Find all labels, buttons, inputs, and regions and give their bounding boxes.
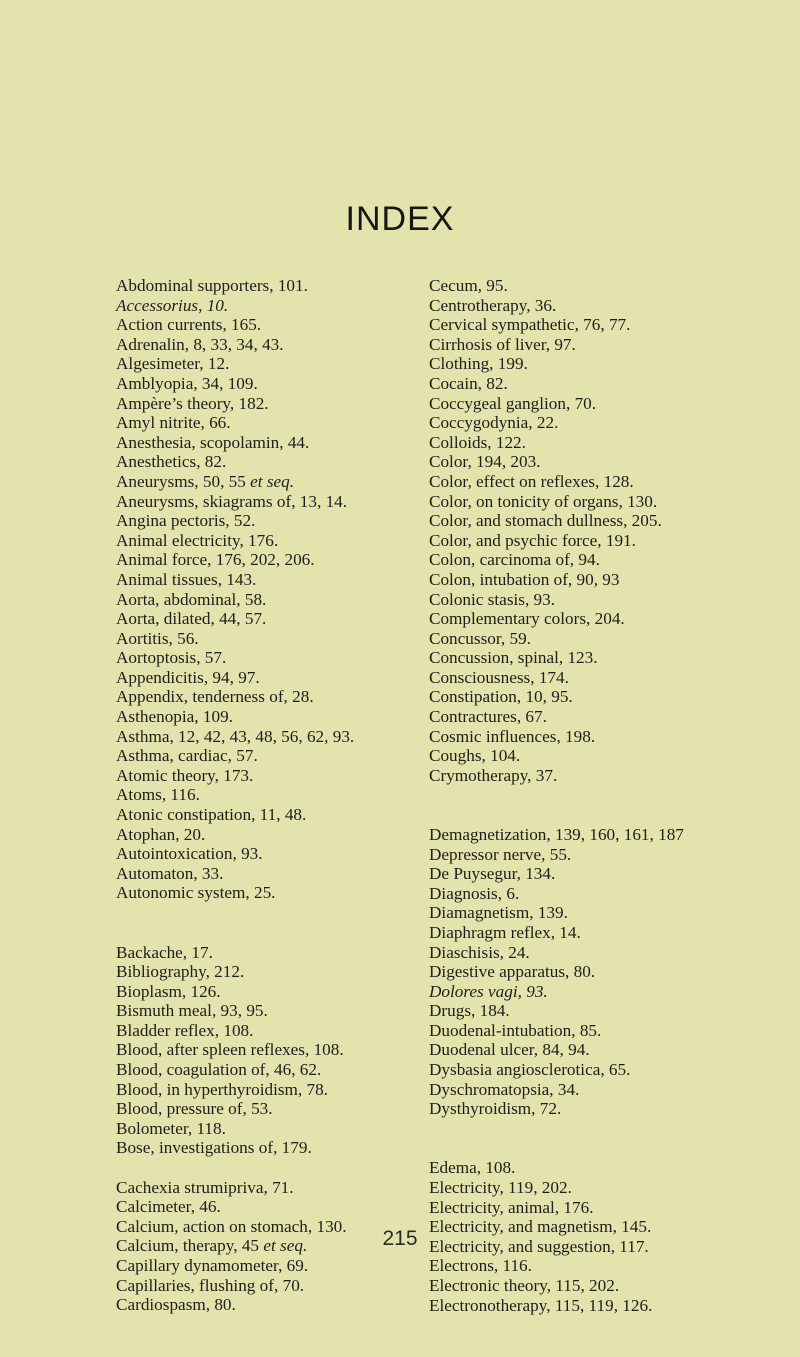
index-entry-text: Amblyopia, 34, 109. xyxy=(116,373,258,393)
index-entry-text: Centrotherapy, 36. xyxy=(429,295,557,315)
index-entry xyxy=(429,472,794,492)
index-entry-text: Aortoptosis, 57. xyxy=(116,648,227,668)
index-entry xyxy=(116,962,416,982)
index-entry xyxy=(429,452,794,472)
index-entry xyxy=(429,609,794,629)
index-entry xyxy=(429,1099,794,1119)
index-entry-text: Bolometer, 118. xyxy=(116,1118,226,1138)
index-entry xyxy=(116,354,416,374)
index-entry xyxy=(116,727,416,747)
index-entry-text: Diamagnetism, 139. xyxy=(429,903,568,923)
index-entry xyxy=(429,982,794,1002)
index-entry xyxy=(429,746,794,766)
section-gap xyxy=(116,903,416,943)
index-entry-text: Anesthesia, scopolamin, 44. xyxy=(116,432,310,452)
index-entry-text: Bismuth meal, 93, 95. xyxy=(116,1001,268,1021)
index-entry-text: Edema, 108. xyxy=(429,1158,516,1178)
index-entry xyxy=(116,825,416,845)
index-entry-text: Amyl nitrite, 66. xyxy=(116,413,231,433)
index-entry xyxy=(116,433,416,453)
index-entry xyxy=(429,1060,794,1080)
index-entry xyxy=(116,1197,416,1217)
index-entry-text: Electronotherapy, 115, 119, 126. xyxy=(429,1295,653,1315)
index-entry xyxy=(116,550,416,570)
index-entry xyxy=(429,864,794,884)
index-entry-text: Blood, coagulation of, 46, 62. xyxy=(116,1060,322,1080)
index-entry-text: Electricity, and magnetism, 145. xyxy=(429,1217,652,1237)
index-entry xyxy=(116,1295,416,1315)
index-entry-text: Coughs, 104. xyxy=(429,746,521,766)
index-entry xyxy=(116,687,416,707)
index-entry-text: Calcimeter, 46. xyxy=(116,1197,221,1217)
section-gap xyxy=(429,1119,794,1159)
index-entry xyxy=(116,883,416,903)
index-entry-text: Animal force, 176, 202, 206. xyxy=(116,550,315,570)
index-entry xyxy=(429,1256,794,1276)
index-entry xyxy=(429,648,794,668)
index-entry xyxy=(429,511,794,531)
section-gap xyxy=(116,1158,416,1178)
index-entry-text: Calcium, action on stomach, 130. xyxy=(116,1216,347,1236)
index-entry-text: Coccygodynia, 22. xyxy=(429,413,559,433)
index-entry xyxy=(116,785,416,805)
index-entry-text: Demagnetization, 139, 160, 161, 187 xyxy=(429,824,684,844)
index-entry xyxy=(429,590,794,610)
index-entry-text: Constipation, 10, 95. xyxy=(429,687,573,707)
index-entry xyxy=(429,668,794,688)
index-entry xyxy=(116,746,416,766)
index-entry xyxy=(429,687,794,707)
index-entry-text: Color, effect on reflexes, 128. xyxy=(429,471,634,491)
index-entry-text: Blood, after spleen reflexes, 108. xyxy=(116,1040,344,1060)
index-entry-text: Clothing, 199. xyxy=(429,354,528,374)
index-entry-text: De Puysegur, 134. xyxy=(429,864,556,884)
index-entry-text: Action currents, 165. xyxy=(116,315,262,335)
index-entry xyxy=(116,394,416,414)
index-entry xyxy=(429,296,794,316)
index-entry xyxy=(116,1256,416,1276)
index-entry xyxy=(429,354,794,374)
index-entry-text: Electricity, and suggestion, 117. xyxy=(429,1236,649,1256)
index-entry xyxy=(429,1198,794,1218)
index-entry xyxy=(116,1001,416,1021)
index-entry xyxy=(429,492,794,512)
index-entry xyxy=(429,1021,794,1041)
index-entry-text: Autonomic system, 25. xyxy=(116,883,276,903)
index-entry-text: Anesthetics, 82. xyxy=(116,452,227,472)
index-entry-text: Dysbasia angiosclerotica, 65. xyxy=(429,1060,631,1080)
index-entry-text: Autointoxication, 93. xyxy=(116,844,263,864)
index-column-left xyxy=(116,276,416,1315)
index-entry xyxy=(116,668,416,688)
index-entry-text: Electrons, 116. xyxy=(429,1256,532,1276)
index-entry xyxy=(429,1276,794,1296)
index-column-right xyxy=(429,276,794,1315)
index-entry xyxy=(429,943,794,963)
index-entry xyxy=(429,727,794,747)
index-entry xyxy=(429,1040,794,1060)
index-entry-text: Cervical sympathetic, 76, 77. xyxy=(429,315,631,335)
index-entry-text: Coccygeal ganglion, 70. xyxy=(429,393,597,413)
index-entry-text: Colloids, 122. xyxy=(429,432,526,452)
index-entry xyxy=(116,570,416,590)
index-entry-text: Colonic stasis, 93. xyxy=(429,589,556,609)
index-entry xyxy=(116,943,416,963)
index-entry xyxy=(116,315,416,335)
index-entry xyxy=(116,472,416,492)
index-entry xyxy=(116,1080,416,1100)
index-entry-text: Aorta, dilated, 44, 57. xyxy=(116,609,267,629)
index-entry-text: Diagnosis, 6. xyxy=(429,883,520,903)
index-entry xyxy=(429,315,794,335)
index-entry xyxy=(429,394,794,414)
index-entry-text: Blood, pressure of, 53. xyxy=(116,1099,273,1119)
index-entry-text: Atomic theory, 173. xyxy=(116,765,254,785)
index-entry xyxy=(116,1021,416,1041)
index-entry-text: Duodenal-intubation, 85. xyxy=(429,1020,602,1040)
index-entry xyxy=(116,1276,416,1296)
index-entry-text: Calcium, therapy, 45 xyxy=(116,1236,264,1256)
index-entry-text: Colon, carcinoma of, 94. xyxy=(429,550,600,570)
index-entry-text: Concussion, spinal, 123. xyxy=(429,648,598,668)
index-entry-text: Color, 194, 203. xyxy=(429,452,541,472)
index-entry-text: Abdominal supporters, 101. xyxy=(116,276,308,295)
index-entry xyxy=(116,1119,416,1139)
index-entry xyxy=(116,864,416,884)
index-entry-text: Atophan, 20. xyxy=(116,824,206,844)
page-title: INDEX xyxy=(345,200,455,238)
index-entry xyxy=(116,1099,416,1119)
index-entry-text: Bose, investigations of, 179. xyxy=(116,1138,312,1158)
index-entry-text: Blood, in hyperthyroidism, 78. xyxy=(116,1079,328,1099)
index-entry xyxy=(116,413,416,433)
index-entry xyxy=(429,884,794,904)
section-gap xyxy=(429,785,794,825)
index-entry-italic-suffix: et seq. xyxy=(263,1236,308,1256)
index-entry-text: Appendix, tenderness of, 28. xyxy=(116,687,314,707)
index-entry xyxy=(429,1158,794,1178)
index-entry xyxy=(429,1001,794,1021)
index-entry xyxy=(116,1178,416,1198)
index-entry xyxy=(116,452,416,472)
index-entry xyxy=(429,1080,794,1100)
index-entry-text: Contractures, 67. xyxy=(429,707,547,727)
index-entry-text: Animal electricity, 176. xyxy=(116,530,279,550)
index-entry-text: Aneurysms, skiagrams of, 13, 14. xyxy=(116,491,348,511)
index-entry xyxy=(116,766,416,786)
index-entry-text: Color, and stomach dullness, 205. xyxy=(429,511,662,531)
index-entry-text: Aorta, abdominal, 58. xyxy=(116,589,267,609)
index-entry-text: Crymotherapy, 37. xyxy=(429,765,558,785)
index-entry xyxy=(429,923,794,943)
index-entry-text: Consciousness, 174. xyxy=(429,667,569,687)
index-entry-text: Cocain, 82. xyxy=(429,373,508,393)
index-entry-text: Color, and psychic force, 191. xyxy=(429,530,636,550)
index-entry xyxy=(116,707,416,727)
index-entry-text: Diaschisis, 24. xyxy=(429,942,530,962)
index-entry xyxy=(429,629,794,649)
index-entry xyxy=(116,629,416,649)
index-entry-text: Colon, intubation of, 90, 93 xyxy=(429,569,620,589)
index-entry xyxy=(116,982,416,1002)
index-entry-text: Animal tissues, 143. xyxy=(116,569,257,589)
index-entry xyxy=(429,1178,794,1198)
index-entry xyxy=(429,433,794,453)
index-entry xyxy=(429,413,794,433)
index-entry-text: Cardiospasm, 80. xyxy=(116,1295,236,1315)
index-entry-text: Electricity, animal, 176. xyxy=(429,1197,594,1217)
index-entry-text: Atonic constipation, 11, 48. xyxy=(116,805,307,825)
index-entry-text: Bioplasm, 126. xyxy=(116,981,221,1001)
index-entry-text: Ampère’s theory, 182. xyxy=(116,393,269,413)
index-entry-text: Asthma, cardiac, 57. xyxy=(116,746,258,766)
index-entry xyxy=(429,962,794,982)
index-entry-text: Cosmic influences, 198. xyxy=(429,726,596,746)
index-entry xyxy=(116,590,416,610)
index-entry-text: Algesimeter, 12. xyxy=(116,354,230,374)
index-entry-text: Cirrhosis of liver, 97. xyxy=(429,334,576,354)
index-entry-italic-suffix: et seq. xyxy=(250,471,295,491)
index-entry-text: Dysthyroidism, 72. xyxy=(429,1099,562,1119)
index-entry-text: Concussor, 59. xyxy=(429,628,531,648)
index-entry xyxy=(116,1040,416,1060)
index-entry-text: Angina pectoris, 52. xyxy=(116,511,256,531)
index-entry-text: Cecum, 95. xyxy=(429,276,508,295)
index-entry xyxy=(429,707,794,727)
index-entry xyxy=(116,276,416,296)
index-entry xyxy=(116,335,416,355)
index-entry-text: Aneurysms, 50, 55 xyxy=(116,471,251,491)
index-entry-text: Bladder reflex, 108. xyxy=(116,1020,254,1040)
index-entry xyxy=(429,531,794,551)
index-entry xyxy=(116,844,416,864)
index-entry xyxy=(429,825,794,845)
index-entry xyxy=(429,335,794,355)
index-entry xyxy=(116,296,416,316)
index-entry-text: Dyschromatopsia, 34. xyxy=(429,1079,580,1099)
index-entry-text: Backache, 17. xyxy=(116,942,213,962)
index-entry-text: Capillaries, flushing of, 70. xyxy=(116,1275,305,1295)
index-entry-text: Digestive apparatus, 80. xyxy=(429,962,596,982)
index-entry-text: Atoms, 116. xyxy=(116,785,200,805)
index-entry-text: Drugs, 184. xyxy=(429,1001,510,1021)
index-entry-text: Dolores vagi, 93. xyxy=(429,981,548,1001)
index-entry-text: Electronic theory, 115, 202. xyxy=(429,1275,620,1295)
index-entry xyxy=(116,531,416,551)
index-entry-text: Depressor nerve, 55. xyxy=(429,844,572,864)
index-entry xyxy=(429,845,794,865)
index-entry-text: Asthenopia, 109. xyxy=(116,707,233,727)
index-entry-text: Adrenalin, 8, 33, 34, 43. xyxy=(116,334,284,354)
index-entry xyxy=(116,511,416,531)
index-entry-text: Automaton, 33. xyxy=(116,863,224,883)
index-entry-text: Bibliography, 212. xyxy=(116,962,245,982)
index-entry xyxy=(116,609,416,629)
page-number: 215 xyxy=(382,1227,418,1250)
index-entry-text: Complementary colors, 204. xyxy=(429,609,625,629)
index-entry-text: Capillary dynamometer, 69. xyxy=(116,1256,309,1275)
index-entry xyxy=(116,374,416,394)
index-entry-text: Asthma, 12, 42, 43, 48, 56, 62, 93. xyxy=(116,726,355,746)
index-entry-text: Electricity, 119, 202. xyxy=(429,1177,572,1197)
index-entry xyxy=(116,648,416,668)
index-entry xyxy=(429,550,794,570)
index-entry-text: Diaphragm reflex, 14. xyxy=(429,922,581,942)
index-entry-text: Cachexia strumipriva, 71. xyxy=(116,1177,294,1197)
index-entry-text: Color, on tonicity of organs, 130. xyxy=(429,491,658,511)
index-entry xyxy=(116,1060,416,1080)
index-entry xyxy=(429,374,794,394)
index-entry xyxy=(429,1296,794,1316)
index-entry-text: Aortitis, 56. xyxy=(116,628,199,648)
index-entry xyxy=(116,805,416,825)
index-entry xyxy=(429,903,794,923)
index-entry-text: Appendicitis, 94, 97. xyxy=(116,667,260,687)
index-entry xyxy=(429,570,794,590)
index-entry xyxy=(429,766,794,786)
index-entry xyxy=(116,1138,416,1158)
index-entry xyxy=(116,492,416,512)
index-entry-text: Accessorius, 10. xyxy=(116,295,229,315)
index-entry-text: Duodenal ulcer, 84, 94. xyxy=(429,1040,590,1060)
index-entry xyxy=(429,276,794,296)
